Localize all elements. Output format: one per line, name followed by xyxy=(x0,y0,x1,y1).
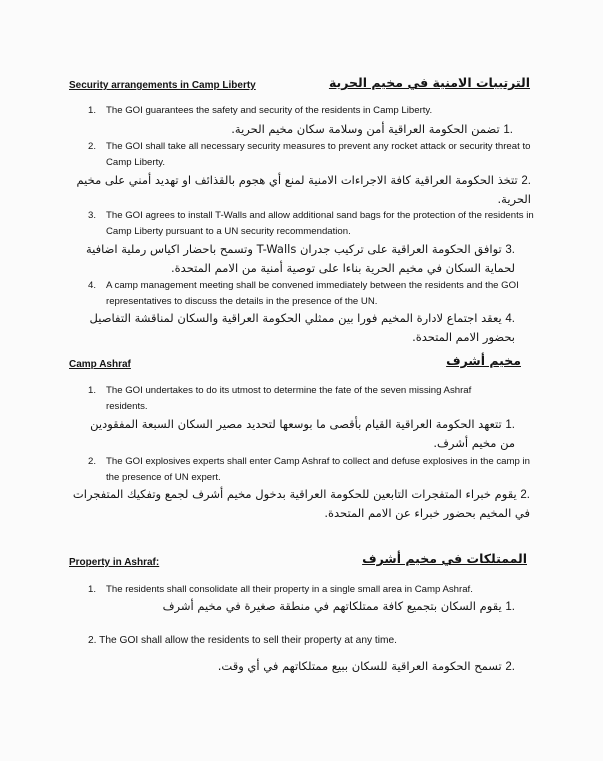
security-item-2-ar xyxy=(61,171,531,208)
security-item-2-ar-number: .2 xyxy=(521,175,531,187)
security-heading-ar: الترتيبات الامنية في مخيم الحرية xyxy=(328,75,530,90)
ashraf-item-1-ar-number: .1 xyxy=(505,419,515,431)
security-item-2-en: The GOI shall take all necessary security measures to prevent any rocket attack or security threat to Camp Liberty. xyxy=(106,141,531,168)
security-item-1-ar-text: تضمن الحكومة العراقية أمن وسلامة سكان مخيم الحرية. xyxy=(231,122,500,136)
property-item-2-number: 2. xyxy=(88,635,97,646)
security-item-3-en: The GOI agrees to install T-Walls and allow additional sand bags for the protection of the residents in Camp Liberty pursuant to a UN security recommendation. xyxy=(106,210,534,237)
security-item-4-ar-number: .4 xyxy=(505,313,515,325)
security-item-3-ar-number: .3 xyxy=(505,244,515,256)
security-item-1-ar xyxy=(93,120,513,139)
property-item-2-ar-number: .2 xyxy=(505,661,515,673)
security-item-2-ar-text: تتخذ الحكومة العراقية كافة الاجراءات الامنية لمنع أي هجوم بالقذائف او تهديد أمني على مخيم الحرية. xyxy=(76,173,531,206)
property-heading-en: Property in Ashraf: xyxy=(69,557,160,568)
security-item-3-ar xyxy=(75,240,515,277)
property-item-2-ar xyxy=(75,657,515,676)
ashraf-item-1-ar xyxy=(75,415,515,452)
ashraf-item-2-ar xyxy=(60,485,530,522)
property-item-2-en-text: The GOI shall allow the residents to sell their property at any time. xyxy=(99,635,397,646)
security-item-2-number: 2. xyxy=(88,141,97,152)
ashraf-item-1-number: 1. xyxy=(88,385,97,396)
property-heading-ar: الممتلكات في مخيم أشرف xyxy=(362,551,527,566)
security-item-1-number: 1. xyxy=(88,105,97,116)
security-item-4-en: A camp management meeting shall be convened immediately between the residents and the GOI representatives to discuss the details in the presence of the UN. xyxy=(106,280,519,307)
property-item-1-ar xyxy=(75,597,515,616)
security-item-1-en: The GOI guarantees the safety and security of the residents in Camp Liberty. xyxy=(106,105,433,116)
property-item-2-en xyxy=(88,633,528,649)
ashraf-item-2-ar-number: .2 xyxy=(520,489,530,501)
property-item-2-ar-text: تسمح الحكومة العراقية للسكان ببيع ممتلكاتهم في أي وقت. xyxy=(217,659,502,673)
security-heading-en: Security arrangements in Camp Liberty xyxy=(69,80,256,91)
security-item-3-ar-text: توافق الحكومة العراقية على تركيب جدران T-Walls وتسمح باحضار اكياس رملية اضافية لحماية السكان في مخيم الحرية بناءا على توصية أمنية من الامم المتحدة. xyxy=(85,242,515,275)
security-item-4-ar xyxy=(80,309,515,346)
ashraf-item-1-ar-text: تتعهد الحكومة العراقية القيام بأقصى ما بوسعها لتحديد مصير السكان السبعة المفقودين من مخيم أشرف. xyxy=(90,417,515,450)
property-item-1-en: The residents shall consolidate all their property in a single small area in Camp Ashraf. xyxy=(106,584,473,595)
ashraf-item-2-ar-text: يقوم خبراء المتفجرات التابعين للحكومة العراقية بدخول مخيم أشرف لجمع وتفكيك المتفجرات في المخيم بحضور خبراء عن الامم المتحدة. xyxy=(72,487,530,520)
property-item-1-ar-number: .1 xyxy=(505,601,515,613)
ashraf-heading-ar: مخيم أشرف xyxy=(446,353,521,368)
security-item-1-ar-number: .1 xyxy=(503,124,513,136)
property-item-1-number: 1. xyxy=(88,584,97,595)
security-item-3-number: 3. xyxy=(88,210,97,221)
ashraf-item-2-en: The GOI explosives experts shall enter Camp Ashraf to collect and defuse explosives in the camp in the presence of UN expert. xyxy=(106,456,530,483)
ashraf-item-1-en: The GOI undertakes to do its utmost to determine the fate of the seven missing Ashraf residents. xyxy=(106,385,472,412)
property-item-1-ar-text: يقوم السكان بتجميع كافة ممتلكاتهم في منطقة صغيرة في مخيم أشرف xyxy=(162,599,502,613)
security-item-4-number: 4. xyxy=(88,280,97,291)
ashraf-heading-en: Camp Ashraf xyxy=(69,359,131,370)
ashraf-item-2-number: 2. xyxy=(88,456,97,467)
security-item-4-ar-text: يعقد اجتماع لادارة المخيم فورا بين ممثلي الحكومة العراقية والسكان لمناقشة التفاصيل بحضور الامم المتحدة. xyxy=(89,311,515,344)
